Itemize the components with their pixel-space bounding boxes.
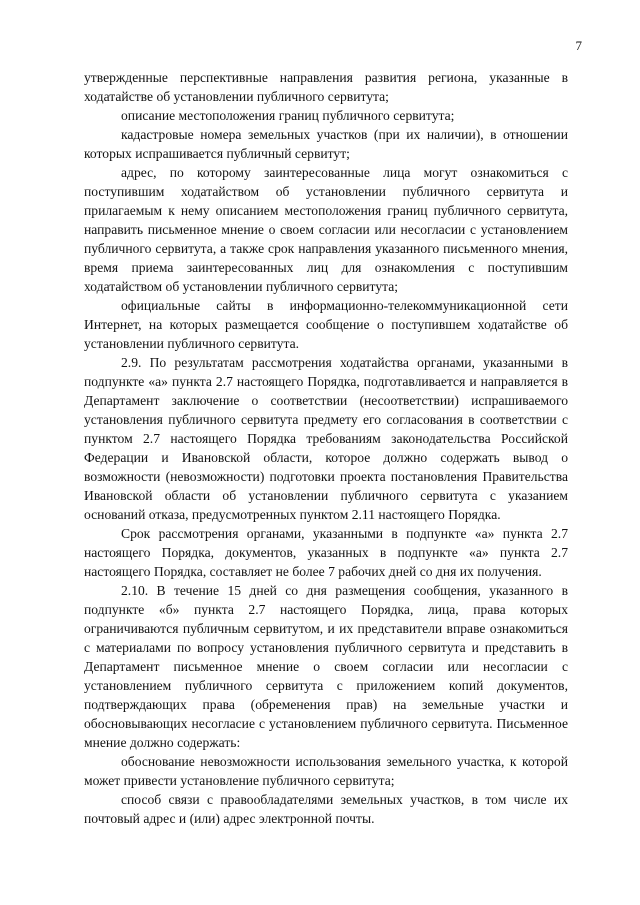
paragraph: кадастровые номера земельных участков (при их наличии), в отношении которых испрашивается публичный сервитут; [84, 127, 568, 161]
paragraph: обоснование невозможности использования земельного участка, к которой может привести установление публичного сервитута; [84, 754, 568, 788]
paragraph-continuation: утвержденные перспективные направления развития региона, указанные в ходатайстве об установлении публичного сервитута; [84, 70, 568, 104]
paragraph: описание местоположения границ публичного сервитута; [121, 108, 455, 123]
paragraph-2-9: 2.9. По результатам рассмотрения ходатайства органами, указанными в подпункте «а» пункта 2.7 настоящего Порядка, подготавливается и направляется в Департамент заключение о соответствии (несоответствии) испрашиваемого установления публичного сервитута предмету его согласования в соответствии с пунктом 2.7 настоящего Порядка требованиям законодательства Российской Федерации и Ивановской области, которое должно содержать вывод о возможности (невозможности) подготовки проекта постановления Правительства Ивановской области об установлении публичного сервитута с указанием оснований отказа, предусмотренных пунктом 2.11 настоящего Порядка. [84, 355, 568, 522]
paragraph-2-10: 2.10. В течение 15 дней со дня размещения сообщения, указанного в подпункте «б» пункта 2.7 настоящего Порядка, лица, права которых ограничиваются публичным сервитутом, и их представители вправе ознакомиться с материалами по вопросу установления публичного сервитута и представить в Департамент письменное мнение о своем согласии или несогласии с установлением публичного сервитута с приложением копий документов, подтверждающих права (обременения прав) на земельные участки и обосновывающих несогласие с установлением публичного сервитута. Письменное мнение должно содержать: [84, 583, 568, 750]
page-number: 7 [575, 38, 582, 53]
paragraph: способ связи с правообладателями земельных участков, в том числе их почтовый адрес и (или) адрес электронной почты. [84, 792, 568, 826]
paragraph: Срок рассмотрения органами, указанными в подпункте «а» пункта 2.7 настоящего Порядка, документов, указанных в подпункте «а» пункта 2.7 настоящего Порядка, составляет не более 7 рабочих дней со дня их получения. [84, 526, 568, 579]
paragraph: официальные сайты в информационно-телекоммуникационной сети Интернет, на которых размещается сообщение о поступившем ходатайстве об установлении публичного сервитута. [84, 298, 568, 351]
document-body [84, 68, 568, 828]
paragraph: адрес, по которому заинтересованные лица могут ознакомиться с поступившим ходатайством об установлении публичного сервитута и прилагаемым к нему описанием местоположения границ публичного сервитута, направить письменное мнение о своем согласии или несогласии с установлением публичного сервитута, а также срок направления указанного письменного мнения, время приема заинтересованных лиц для ознакомления с поступившим ходатайством об установлении публичного сервитута; [84, 165, 568, 294]
